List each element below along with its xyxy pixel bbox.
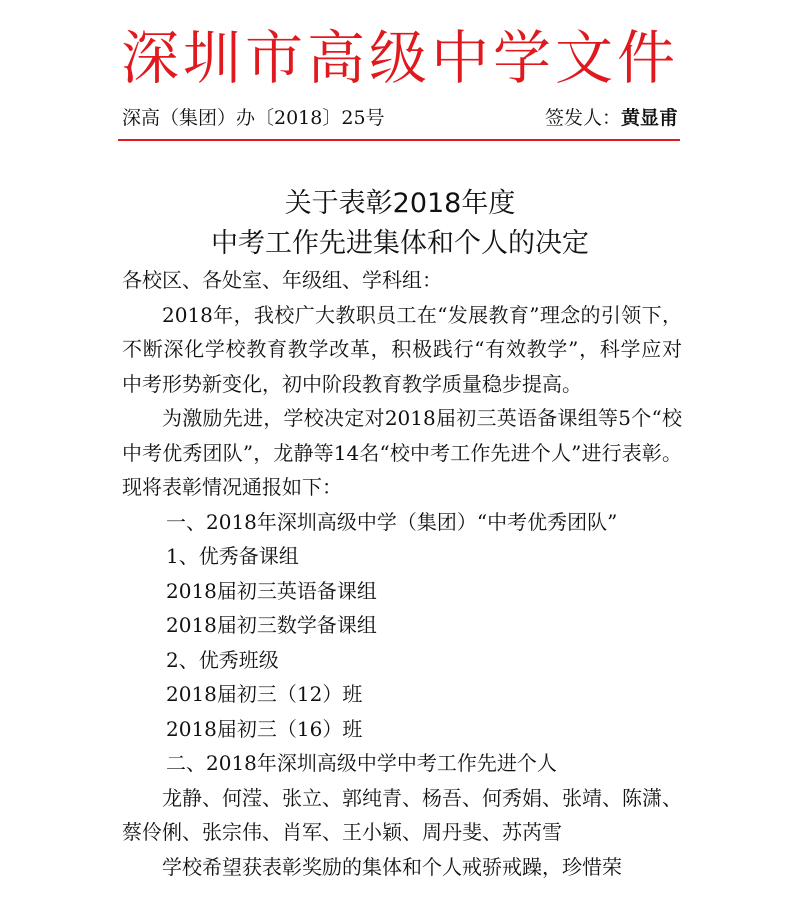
document-body (122, 263, 682, 884)
subheading-prep-groups: 1、优秀备课组 (166, 544, 299, 568)
paragraph-closing: 学校希望获表彰奖励的集体和个人戒骄戒躁，珍惜荣 (162, 854, 622, 879)
individuals-list: 龙静、何滢、张立、郭纯青、杨吾、何秀娟、张靖、陈潇、蔡伶俐、张宗伟、肖军、王小颖、周丹斐、苏芮雪 (122, 785, 682, 844)
paragraph-intro: 2018年，我校广大教职员工在“发展教育”理念的引领下，不断深化学校教育教学改革，积极践行“有效教学”，科学应对中考形势新变化，初中阶段教育教学质量稳步提高。 (122, 302, 682, 396)
list-item: 2018届初三（12）班 (166, 682, 363, 706)
salutation: 各校区、各处室、年级组、学科组： (122, 268, 442, 292)
section-heading-individuals: 二、2018年深圳高级中学中考工作先进个人 (166, 751, 557, 775)
document-title (0, 184, 800, 264)
issuer-label: 签发人： (544, 107, 621, 129)
list-item: 2018届初三数学备课组 (166, 613, 377, 637)
document-number: 深高（集团）办〔2018〕25号 (122, 107, 385, 129)
subheading-classes: 2、优秀班级 (166, 647, 279, 672)
issuer-info (545, 104, 678, 132)
document-title-line-2: 中考工作先进集体和个人的决定 (211, 228, 589, 259)
list-item: 2018届初三英语备课组 (166, 578, 377, 603)
section-heading-teams: 一、2018年深圳高级中学（集团）“中考优秀团队” (166, 509, 618, 534)
red-divider-line (118, 139, 680, 141)
document-title-line-1: 关于表彰2018年度 (284, 188, 516, 219)
document-header-title: 深圳市高级中学文件 (120, 24, 679, 92)
document-meta-row (122, 104, 678, 132)
issuer-name: 黄显甫 (620, 107, 678, 129)
paragraph-decision: 为激励先进，学校决定对2018届初三英语备课组等5个“校中考优秀团队”，龙静等14名“校中考工作先进个人”进行表彰。现将表彰情况通报如下： (122, 406, 682, 499)
list-item: 2018届初三（16）班 (166, 716, 363, 741)
